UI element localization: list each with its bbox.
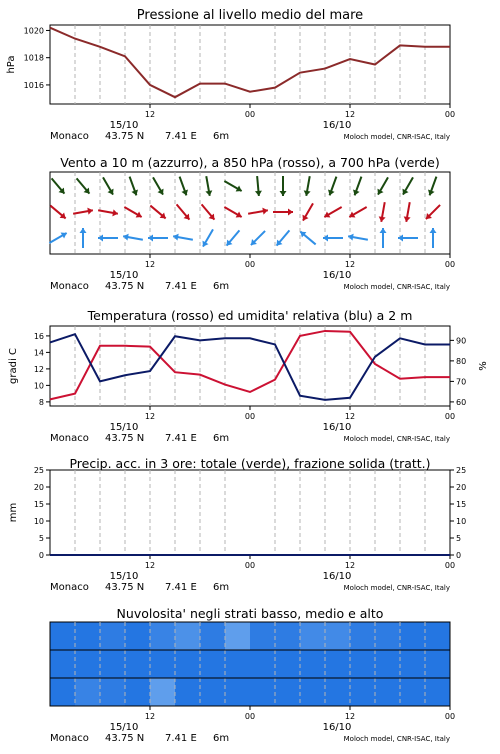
x-tick-label: 00 bbox=[445, 110, 455, 119]
date-label: 16/10 bbox=[323, 120, 352, 131]
wind-arrow-850hpa bbox=[426, 205, 440, 219]
y-right-tick-label: 90 bbox=[456, 336, 466, 345]
wind-arrow-700hpa bbox=[77, 178, 90, 193]
model-credit: Moloch model, CNR-ISAC, Italy bbox=[344, 435, 450, 443]
y-tick-label: 5 bbox=[39, 534, 44, 543]
wind-arrow-700hpa bbox=[52, 178, 65, 193]
y-right-tick-label: 10 bbox=[456, 517, 466, 526]
location-latitude: 43.75 N bbox=[105, 433, 144, 444]
cloud-cell-basso bbox=[325, 678, 351, 707]
wind-arrow-700hpa bbox=[255, 176, 262, 196]
y-tick-label: 10 bbox=[34, 517, 44, 526]
wind-arrow-10m bbox=[348, 234, 368, 241]
cloud-cell-medio bbox=[200, 650, 226, 679]
wind-arrow-850hpa bbox=[150, 206, 165, 219]
cloud-cell-medio bbox=[425, 650, 451, 679]
wind-head bbox=[288, 209, 293, 216]
model-credit: Moloch model, CNR-ISAC, Italy bbox=[344, 735, 450, 743]
x-tick-label: 00 bbox=[245, 712, 255, 721]
chart-title: Temperatura (rosso) ed umidita' relativa (blu) a 2 m bbox=[87, 308, 413, 323]
x-tick-label: 12 bbox=[145, 260, 155, 269]
y-tick-label: 14 bbox=[34, 348, 44, 357]
x-tick-label: 12 bbox=[145, 561, 155, 570]
y-tick-label: 12 bbox=[34, 365, 44, 374]
location-altitude: 6m bbox=[213, 733, 229, 744]
wind-arrow-850hpa bbox=[98, 209, 118, 216]
cloud-cell-alto bbox=[200, 622, 226, 651]
wind-arrow-10m bbox=[80, 228, 87, 248]
cloud-cell-alto bbox=[150, 622, 176, 651]
x-tick-label: 00 bbox=[445, 561, 455, 570]
x-tick-label: 00 bbox=[445, 712, 455, 721]
wind-arrow-850hpa bbox=[349, 207, 366, 218]
x-tick-label: 00 bbox=[445, 260, 455, 269]
humidity-line bbox=[50, 334, 450, 400]
cloud-cell-medio bbox=[250, 650, 276, 679]
wind-arrow-850hpa bbox=[177, 204, 190, 219]
cloud-cell-basso bbox=[275, 678, 301, 707]
wind-arrow-700hpa bbox=[205, 176, 212, 196]
cloud-cell-medio bbox=[325, 650, 351, 679]
cloud-cell-alto bbox=[375, 622, 401, 651]
location-altitude: 6m bbox=[213, 582, 229, 593]
cloud-cell-basso bbox=[125, 678, 151, 707]
y-tick-label: 1018 bbox=[24, 54, 44, 63]
cloud-cell-medio bbox=[75, 650, 101, 679]
location-latitude: 43.75 N bbox=[105, 281, 144, 292]
cloud-cell-alto bbox=[50, 622, 76, 651]
wind-head bbox=[255, 191, 262, 196]
y-tick-label: 0 bbox=[39, 551, 44, 560]
cloud-cell-basso bbox=[200, 678, 226, 707]
y-tick-label: 8 bbox=[39, 398, 44, 407]
y-axis-label: hPa bbox=[6, 55, 17, 73]
wind-head bbox=[380, 228, 387, 233]
cloud-cell-alto bbox=[400, 622, 426, 651]
cloud-cell-alto bbox=[325, 622, 351, 651]
location-name: Monaco bbox=[50, 433, 89, 444]
wind-arrow-10m bbox=[98, 235, 118, 242]
y-axis-label: gradi C bbox=[8, 348, 19, 384]
wind-arrow-850hpa bbox=[224, 207, 241, 218]
x-tick-label: 00 bbox=[445, 412, 455, 421]
x-tick-label: 12 bbox=[345, 712, 355, 721]
y-tick-label: 15 bbox=[34, 500, 44, 509]
y-right-tick-label: 15 bbox=[456, 500, 466, 509]
wind-head bbox=[280, 191, 287, 196]
cloud-cell-alto bbox=[225, 622, 251, 651]
location-altitude: 6m bbox=[213, 281, 229, 292]
x-tick-label: 12 bbox=[345, 260, 355, 269]
wind-head bbox=[80, 228, 87, 233]
wind-arrow-10m bbox=[202, 229, 213, 246]
date-label: 15/10 bbox=[110, 270, 139, 281]
x-tick-label: 12 bbox=[345, 561, 355, 570]
cloud-cell-medio bbox=[225, 650, 251, 679]
location-longitude: 7.41 E bbox=[165, 433, 197, 444]
wind-arrow-700hpa bbox=[402, 177, 413, 194]
date-label: 16/10 bbox=[323, 571, 352, 582]
date-label: 16/10 bbox=[323, 722, 352, 733]
cloud-cell-basso bbox=[75, 678, 101, 707]
y-right-axis-label: % bbox=[478, 361, 489, 371]
wind-arrow-10m bbox=[277, 230, 290, 245]
y-tick-label: 1016 bbox=[24, 81, 44, 90]
cloud-cell-medio bbox=[300, 650, 326, 679]
y-tick-label: 16 bbox=[34, 332, 44, 341]
location-longitude: 7.41 E bbox=[165, 582, 197, 593]
date-label: 15/10 bbox=[110, 422, 139, 433]
y-axis-label: mm bbox=[8, 503, 19, 522]
location-name: Monaco bbox=[50, 131, 89, 142]
location-longitude: 7.41 E bbox=[165, 131, 197, 142]
y-right-tick-label: 60 bbox=[456, 398, 466, 407]
wind-arrow-850hpa bbox=[379, 202, 386, 222]
cloud-cell-basso bbox=[400, 678, 426, 707]
wind-arrow-700hpa bbox=[280, 176, 287, 196]
cloud-cell-basso bbox=[225, 678, 251, 707]
location-latitude: 43.75 N bbox=[105, 131, 144, 142]
cloud-cell-alto bbox=[300, 622, 326, 651]
wind-arrow-10m bbox=[300, 232, 315, 245]
location-altitude: 6m bbox=[213, 433, 229, 444]
wind-arrow-10m bbox=[173, 234, 193, 241]
cloud-cell-basso bbox=[50, 678, 76, 707]
cloud-cell-basso bbox=[250, 678, 276, 707]
date-label: 15/10 bbox=[110, 120, 139, 131]
wind-arrow-10m bbox=[398, 235, 418, 242]
x-tick-label: 00 bbox=[245, 561, 255, 570]
y-right-tick-label: 20 bbox=[456, 483, 466, 492]
wind-arrow-10m bbox=[430, 228, 437, 248]
wind-arrow-700hpa bbox=[304, 176, 311, 196]
wind-arrow-700hpa bbox=[153, 177, 164, 194]
cloud-cell-medio bbox=[400, 650, 426, 679]
model-credit: Moloch model, CNR-ISAC, Italy bbox=[344, 133, 450, 141]
x-tick-label: 00 bbox=[245, 260, 255, 269]
model-credit: Moloch model, CNR-ISAC, Italy bbox=[344, 584, 450, 592]
x-tick-label: 12 bbox=[145, 110, 155, 119]
wind-arrow-850hpa bbox=[302, 203, 313, 220]
wind-arrow-10m bbox=[148, 235, 168, 242]
wind-arrow-700hpa bbox=[224, 181, 241, 192]
wind-arrow-10m bbox=[323, 235, 343, 242]
cloud-cell-alto bbox=[425, 622, 451, 651]
date-label: 15/10 bbox=[110, 571, 139, 582]
wind-arrow-700hpa bbox=[180, 177, 188, 196]
location-latitude: 43.75 N bbox=[105, 733, 144, 744]
wind-arrow-850hpa bbox=[202, 204, 215, 219]
model-credit: Moloch model, CNR-ISAC, Italy bbox=[344, 283, 450, 291]
x-tick-label: 12 bbox=[145, 712, 155, 721]
cloud-cell-medio bbox=[125, 650, 151, 679]
wind-arrow-700hpa bbox=[103, 177, 114, 194]
cloud-cell-alto bbox=[350, 622, 376, 651]
wind-head bbox=[430, 228, 437, 233]
cloud-cell-basso bbox=[300, 678, 326, 707]
wind-arrow-10m bbox=[227, 230, 240, 245]
cloud-cell-alto bbox=[175, 622, 201, 651]
date-label: 16/10 bbox=[323, 422, 352, 433]
cloud-cell-medio bbox=[350, 650, 376, 679]
wind-arrow-700hpa bbox=[130, 177, 138, 196]
cloud-cell-basso bbox=[100, 678, 126, 707]
cloud-cell-medio bbox=[375, 650, 401, 679]
wind-arrow-850hpa bbox=[50, 206, 65, 219]
location-altitude: 6m bbox=[213, 131, 229, 142]
y-tick-label: 25 bbox=[34, 466, 44, 475]
y-tick-label: 1020 bbox=[24, 26, 44, 35]
wind-arrow-10m bbox=[380, 228, 387, 248]
temperature-line bbox=[50, 331, 450, 399]
wind-arrow-850hpa bbox=[248, 208, 268, 215]
y-right-tick-label: 25 bbox=[456, 466, 466, 475]
cloud-cell-alto bbox=[125, 622, 151, 651]
cloud-cell-medio bbox=[50, 650, 76, 679]
pressure-line bbox=[50, 28, 450, 97]
y-tick-label: 20 bbox=[34, 483, 44, 492]
x-tick-label: 00 bbox=[245, 110, 255, 119]
location-name: Monaco bbox=[50, 733, 89, 744]
location-name: Monaco bbox=[50, 582, 89, 593]
wind-arrow-850hpa bbox=[404, 202, 411, 222]
x-tick-label: 12 bbox=[345, 412, 355, 421]
x-tick-label: 00 bbox=[245, 412, 255, 421]
cloud-cell-basso bbox=[375, 678, 401, 707]
cloud-cell-medio bbox=[150, 650, 176, 679]
cloud-cell-alto bbox=[275, 622, 301, 651]
location-name: Monaco bbox=[50, 281, 89, 292]
y-right-tick-label: 80 bbox=[456, 357, 466, 366]
location-longitude: 7.41 E bbox=[165, 281, 197, 292]
chart-title: Precip. acc. in 3 ore: totale (verde), frazione solida (tratt.) bbox=[69, 456, 430, 471]
cloud-cell-basso bbox=[425, 678, 451, 707]
chart-title: Vento a 10 m (azzurro), a 850 hPa (rosso), a 700 hPa (verde) bbox=[60, 155, 439, 170]
location-latitude: 43.75 N bbox=[105, 582, 144, 593]
x-tick-label: 12 bbox=[145, 412, 155, 421]
wind-arrow-850hpa bbox=[73, 208, 93, 215]
wind-arrow-850hpa bbox=[273, 209, 293, 216]
wind-arrow-700hpa bbox=[428, 177, 436, 196]
cloud-cell-basso bbox=[350, 678, 376, 707]
cloud-cell-alto bbox=[75, 622, 101, 651]
y-right-tick-label: 70 bbox=[456, 377, 466, 386]
wind-arrow-10m bbox=[49, 232, 66, 243]
location-longitude: 7.41 E bbox=[165, 733, 197, 744]
wind-arrow-700hpa bbox=[353, 177, 361, 196]
cloud-cell-medio bbox=[275, 650, 301, 679]
chart-title: Nuvolosita' negli strati basso, medio e alto bbox=[117, 606, 384, 621]
cloud-cell-alto bbox=[100, 622, 126, 651]
cloud-cell-basso bbox=[150, 678, 176, 707]
date-label: 15/10 bbox=[110, 722, 139, 733]
cloud-cell-basso bbox=[175, 678, 201, 707]
wind-arrow-700hpa bbox=[377, 177, 388, 194]
y-right-tick-label: 0 bbox=[456, 551, 461, 560]
plot-frame bbox=[50, 470, 450, 555]
wind-arrow-10m bbox=[251, 231, 265, 245]
cloud-cell-alto bbox=[250, 622, 276, 651]
y-tick-label: 10 bbox=[34, 381, 44, 390]
y-right-tick-label: 5 bbox=[456, 534, 461, 543]
wind-arrow-700hpa bbox=[328, 177, 336, 196]
cloud-cell-medio bbox=[175, 650, 201, 679]
date-label: 16/10 bbox=[323, 270, 352, 281]
cloud-cell-medio bbox=[100, 650, 126, 679]
wind-arrow-850hpa bbox=[324, 207, 341, 218]
x-tick-label: 12 bbox=[345, 110, 355, 119]
wind-arrow-850hpa bbox=[124, 207, 141, 218]
chart-title: Pressione al livello medio del mare bbox=[137, 8, 363, 23]
wind-arrow-10m bbox=[123, 234, 143, 241]
